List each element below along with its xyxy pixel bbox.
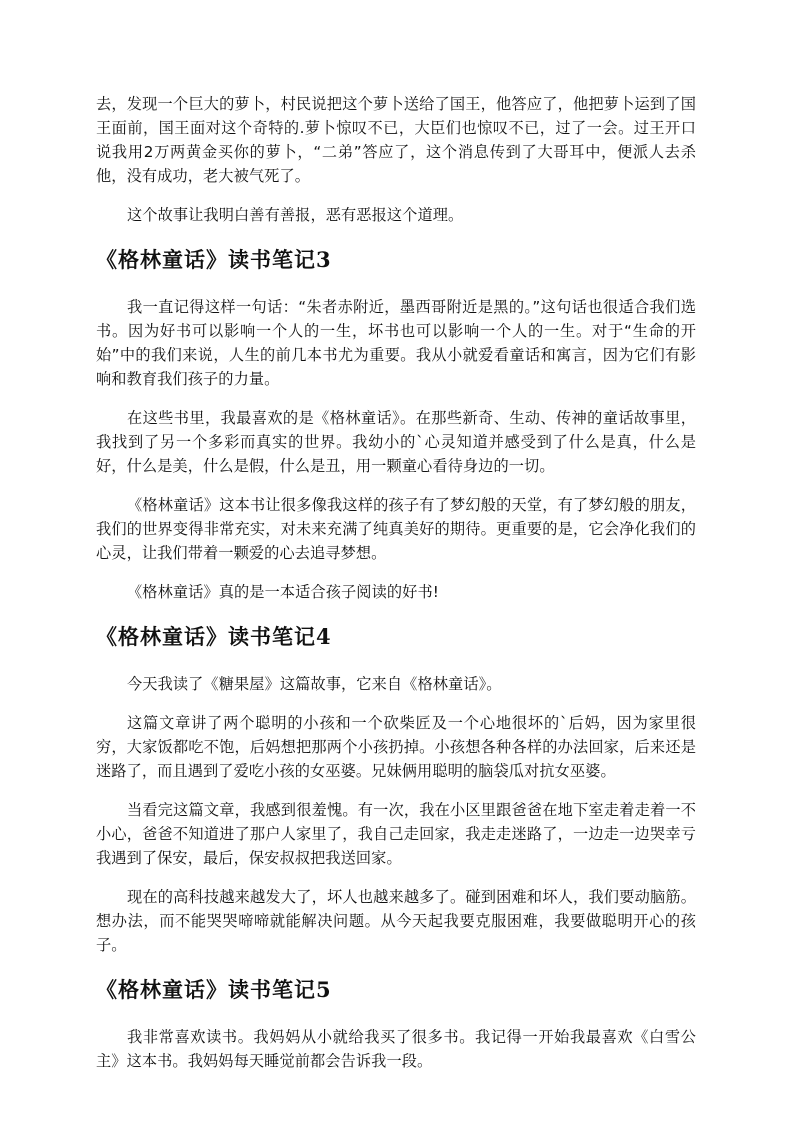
section-heading-note-5: 《格林童话》读书笔记5 [96,977,332,1002]
note-4-paragraph-4: 现在的高科技越来越发大了，坏人也越来越多了。碰到困难和坏人，我们要动脑筋。想办法，而不能哭哭啼啼就能解决问题。从今天起我要克服困难，我要做聪明开心的孩子。 [96,888,696,954]
note-4-paragraph-2: 这篇文章讲了两个聪明的小孩和一个砍柴匠及一个心地很坏的`后妈，因为家里很穷，大家饭都吃不饱，后妈想把那两个小孩扔掉。小孩想各种各样的办法回家，后来还是迷路了，而且遇到了爱吃小孩的女巫婆。兄妹俩用聪明的脑袋瓜对抗女巫婆。 [96,714,696,780]
story-moral-paragraph: 这个故事让我明白善有善报，恶有恶报这个道理。 [127,206,464,224]
note-5-paragraph-1: 我非常喜欢读书。我妈妈从小就给我买了很多书。我记得一开始我最喜欢《白雪公主》这本书。我妈妈每天睡觉前都会告诉我一段。 [96,1028,696,1070]
document-page [96,92,696,1088]
note-3-paragraph-1: 我一直记得这样一句话：“朱者赤附近，墨西哥附近是黑的。”这句话也很适合我们选书。因为好书可以影响一个人的一生，坏书也可以影响一个人的一生。对于“生命的开始”中的我们来说，人生的前几本书尤为重要。我从小就爱看童话和寓言，因为它们有影响和教育我们孩子的力量。 [96,298,696,388]
section-heading-note-4: 《格林童话》读书笔记4 [96,624,332,649]
section-heading-note-3: 《格林童话》读书笔记3 [96,247,332,272]
note-3-paragraph-4: 《格林童话》真的是一本适合孩子阅读的好书! [127,583,439,601]
note-4-paragraph-1: 今天我读了《糖果屋》这篇故事，它来自《格林童话》。 [127,675,502,693]
note-3-paragraph-2: 在这些书里，我最喜欢的是《格林童话》。在那些新奇、生动、传神的童话故事里，我找到了另一个多彩而真实的世界。我幼小的`心灵知道并感受到了什么是真，什么是好，什么是美，什么是假，什么是丑，用一颗童心看待身边的一切。 [96,409,696,475]
note-4-paragraph-3: 当看完这篇文章，我感到很羞愧。有一次，我在小区里跟爸爸在地下室走着走着一不小心，爸爸不知道进了那户人家里了，我自己走回家，我走走迷路了，一边走一边哭幸亏我遇到了保安，最后，保安叔叔把我送回家。 [96,801,696,867]
story-continuation-paragraph: 去，发现一个巨大的萝卜，村民说把这个萝卜送给了国王，他答应了，他把萝卜运到了国王面前，国王面对这个奇特的.萝卜惊叹不已，大臣们也惊叹不已，过了一会。过王开口说我用2万两黄金买你的萝卜，“二弟”答应了，这个消息传到了大哥耳中，便派人去杀他，没有成功，老大被气死了。 [96,95,696,185]
note-3-paragraph-3: 《格林童话》这本书让很多像我这样的孩子有了梦幻般的天堂，有了梦幻般的朋友，我们的世界变得非常充实，对未来充满了纯真美好的期待。更重要的是，它会净化我们的心灵，让我们带着一颗爱的心去追寻梦想。 [96,496,696,562]
